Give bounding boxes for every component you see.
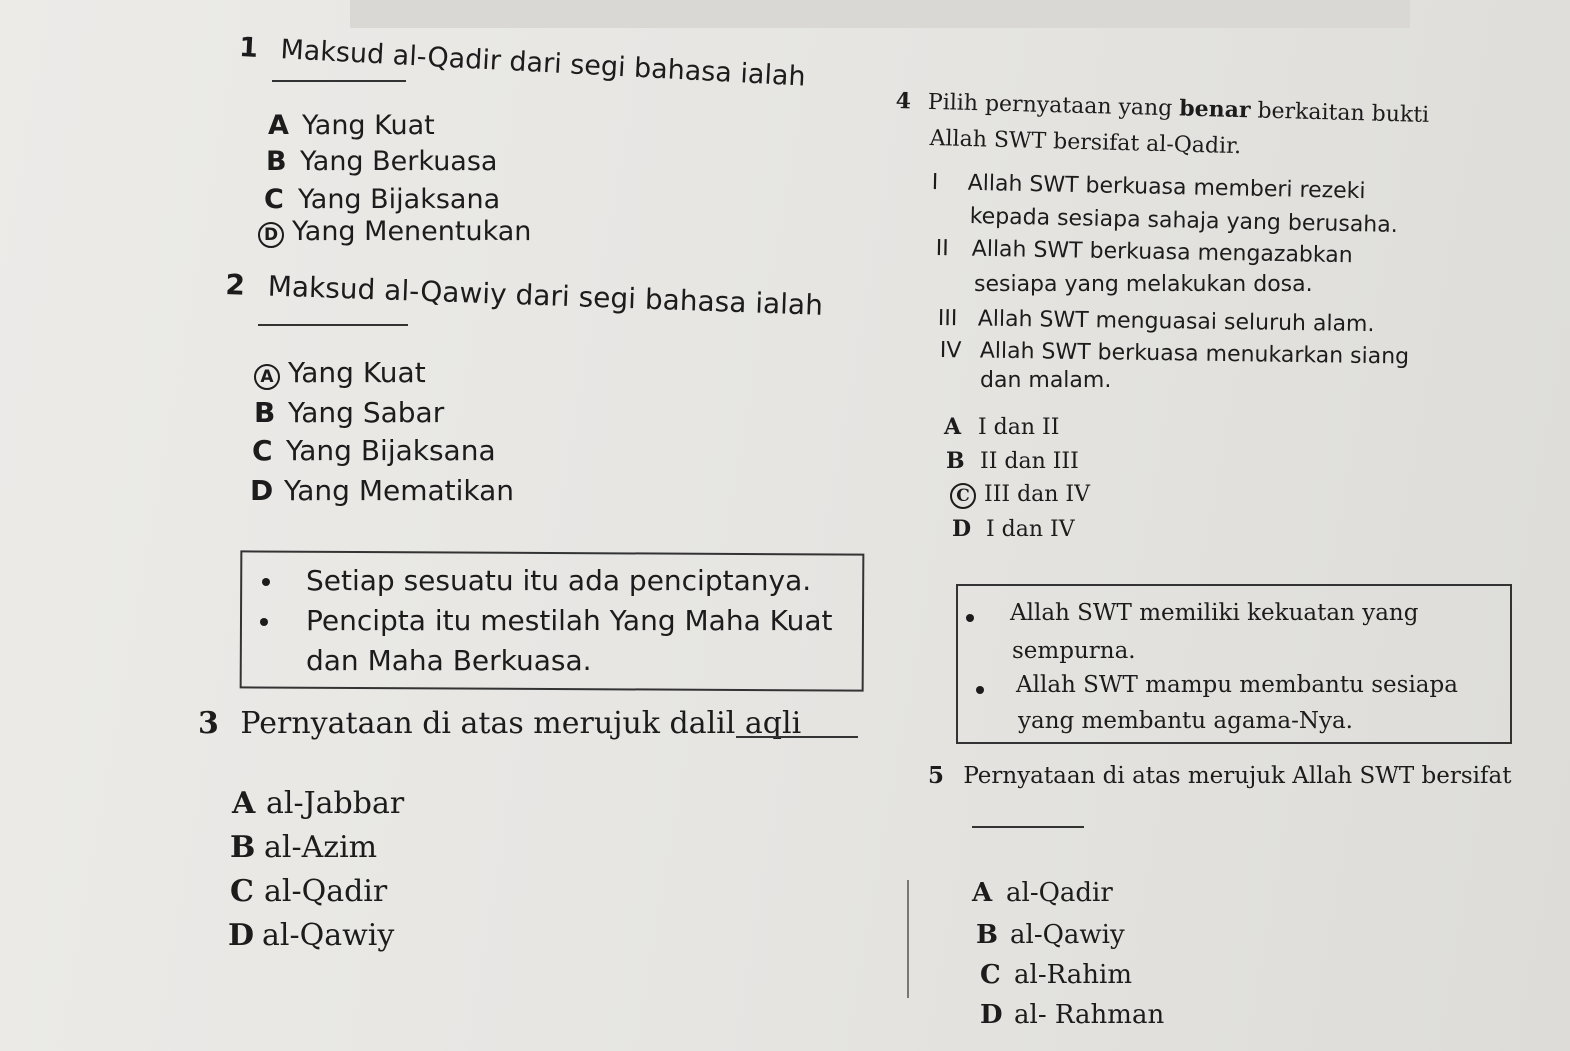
option-text: III dan IV xyxy=(984,482,1091,507)
option-text: Yang Berkuasa xyxy=(300,146,498,177)
statement-I xyxy=(931,170,1365,204)
question-number: 3 xyxy=(198,706,219,741)
question-text: Maksud al-Qawiy dari segi bahasa ialah xyxy=(267,269,824,322)
box2-bullet-1: Allah SWT memiliki kekuatan yang xyxy=(1010,600,1419,626)
q2-option-c[interactable] xyxy=(252,434,496,467)
circled-answer-mark: D xyxy=(258,222,284,248)
q2-option-a[interactable] xyxy=(254,356,426,390)
option-letter: C xyxy=(980,960,1001,990)
question-number: 4 xyxy=(895,88,912,115)
option-text: al-Rahim xyxy=(1014,960,1132,990)
q3-option-b[interactable] xyxy=(230,830,377,865)
option-letter: C xyxy=(252,434,273,467)
option-letter: A xyxy=(268,110,289,141)
option-text: Yang Kuat xyxy=(288,356,426,389)
q1-option-b[interactable] xyxy=(266,146,497,177)
q5-option-b[interactable] xyxy=(976,920,1125,950)
question-text-emphasis: benar xyxy=(1178,95,1251,124)
option-text: al-Qadir xyxy=(1006,878,1113,908)
option-letter: B xyxy=(230,830,256,865)
circled-answer-mark: A xyxy=(254,364,280,390)
question-4-stem-line-2: Allah SWT bersifat al-Qadir. xyxy=(929,126,1242,160)
bullet-icon xyxy=(976,686,984,694)
option-letter: B xyxy=(254,396,276,429)
q3-option-a[interactable] xyxy=(232,786,404,821)
bullet-icon xyxy=(262,578,270,586)
option-letter: B xyxy=(266,146,287,177)
q5-option-a[interactable] xyxy=(972,878,1113,908)
q2-option-d[interactable] xyxy=(250,474,514,507)
q1-option-a[interactable] xyxy=(268,110,435,141)
roman-numeral: IV xyxy=(939,338,962,364)
option-letter: C xyxy=(264,184,284,215)
box2-bullet-2-continued: yang membantu agama-Nya. xyxy=(1018,708,1353,734)
statement-III xyxy=(938,306,1375,337)
question-5-stem xyxy=(928,762,1511,789)
option-letter: A xyxy=(232,786,256,821)
q4-option-a[interactable] xyxy=(944,414,1059,440)
option-text: Yang Bijaksana xyxy=(298,184,501,215)
statement-text: Allah SWT berkuasa mengazabkan xyxy=(971,236,1353,269)
roman-numeral: I xyxy=(931,170,939,196)
column-divider xyxy=(907,880,909,998)
statement-IV-continued: dan malam. xyxy=(980,368,1112,393)
box1-bullet-1: Setiap sesuatu itu ada penciptanya. xyxy=(306,564,812,597)
roman-numeral: II xyxy=(935,236,949,262)
option-text: Yang Sabar xyxy=(288,396,445,429)
statement-text: Allah SWT berkuasa memberi rezeki xyxy=(967,170,1366,205)
option-text: Yang Kuat xyxy=(302,110,435,141)
q3-option-d[interactable] xyxy=(228,918,394,953)
answer-blank xyxy=(258,324,408,326)
q2-option-b[interactable] xyxy=(254,396,444,429)
q3-option-c[interactable] xyxy=(230,874,387,909)
option-text: Yang Mematikan xyxy=(284,474,515,507)
q1-option-c[interactable] xyxy=(264,184,500,215)
question-1-stem xyxy=(238,32,806,93)
circled-answer-mark: C xyxy=(950,483,976,509)
option-letter: D xyxy=(952,516,972,542)
answer-blank xyxy=(272,80,406,82)
question-text: Pernyataan di atas merujuk Allah SWT bersifat xyxy=(963,763,1512,789)
question-text: berkaitan bukti xyxy=(1250,98,1430,128)
question-number: 5 xyxy=(928,762,945,789)
option-text: al-Qadir xyxy=(264,874,388,909)
question-number: 1 xyxy=(238,32,259,64)
option-letter: C xyxy=(230,874,254,909)
option-text: II dan III xyxy=(980,449,1079,474)
q1-option-d[interactable] xyxy=(258,216,531,248)
option-text: Yang Menentukan xyxy=(292,216,532,247)
question-4-stem xyxy=(895,88,1429,128)
roman-numeral: III xyxy=(937,306,958,332)
q5-option-d[interactable] xyxy=(980,1000,1164,1030)
option-text: I dan IV xyxy=(986,517,1075,542)
top-shadow-strip xyxy=(350,0,1410,28)
statement-IV xyxy=(940,338,1410,370)
option-text: I dan II xyxy=(978,415,1060,440)
box2-bullet-1-continued: sempurna. xyxy=(1012,638,1136,664)
box1-bullet-2: Pencipta itu mestilah Yang Maha Kuat xyxy=(306,604,833,637)
statement-II-continued: sesiapa yang melakukan dosa. xyxy=(974,272,1313,297)
question-3-stem xyxy=(198,706,801,741)
bullet-icon xyxy=(260,618,268,626)
q4-option-c[interactable] xyxy=(950,482,1090,509)
answer-blank xyxy=(972,826,1084,828)
question-number: 2 xyxy=(224,268,246,302)
option-letter: D xyxy=(228,918,255,953)
option-text: al-Jabbar xyxy=(266,786,405,821)
bullet-icon xyxy=(966,614,974,622)
q5-option-c[interactable] xyxy=(980,960,1132,990)
statement-I-continued: kepada sesiapa sahaja yang berusaha. xyxy=(969,204,1398,238)
question-text: Pilih pernyataan yang xyxy=(927,89,1180,122)
question-2-stem xyxy=(225,268,824,322)
statement-text: Allah SWT menguasai seluruh alam. xyxy=(977,306,1375,338)
q4-option-d[interactable] xyxy=(952,516,1075,542)
option-text: al- Rahman xyxy=(1014,1000,1165,1030)
q4-option-b[interactable] xyxy=(946,448,1079,474)
answer-blank xyxy=(736,736,858,738)
option-letter: A xyxy=(972,878,993,908)
option-letter: D xyxy=(250,474,274,507)
question-text: Maksud al-Qadir dari segi bahasa ialah xyxy=(279,34,807,93)
option-text: al-Qawiy xyxy=(1010,920,1125,950)
option-text: al-Azim xyxy=(264,830,378,865)
option-text: al-Qawiy xyxy=(262,918,395,953)
box2-bullet-2: Allah SWT mampu membantu sesiapa xyxy=(1016,672,1458,698)
option-letter: B xyxy=(946,448,965,474)
option-letter: A xyxy=(944,414,962,440)
box1-bullet-2-continued: dan Maha Berkuasa. xyxy=(306,644,592,677)
statement-text: Allah SWT berkuasa menukarkan siang xyxy=(979,338,1410,370)
option-text: Yang Bijaksana xyxy=(286,434,496,467)
option-letter: B xyxy=(976,920,998,950)
statement-II xyxy=(936,236,1353,268)
question-text: Pernyataan di atas merujuk dalil aqli xyxy=(240,706,802,741)
option-letter: D xyxy=(980,1000,1003,1030)
